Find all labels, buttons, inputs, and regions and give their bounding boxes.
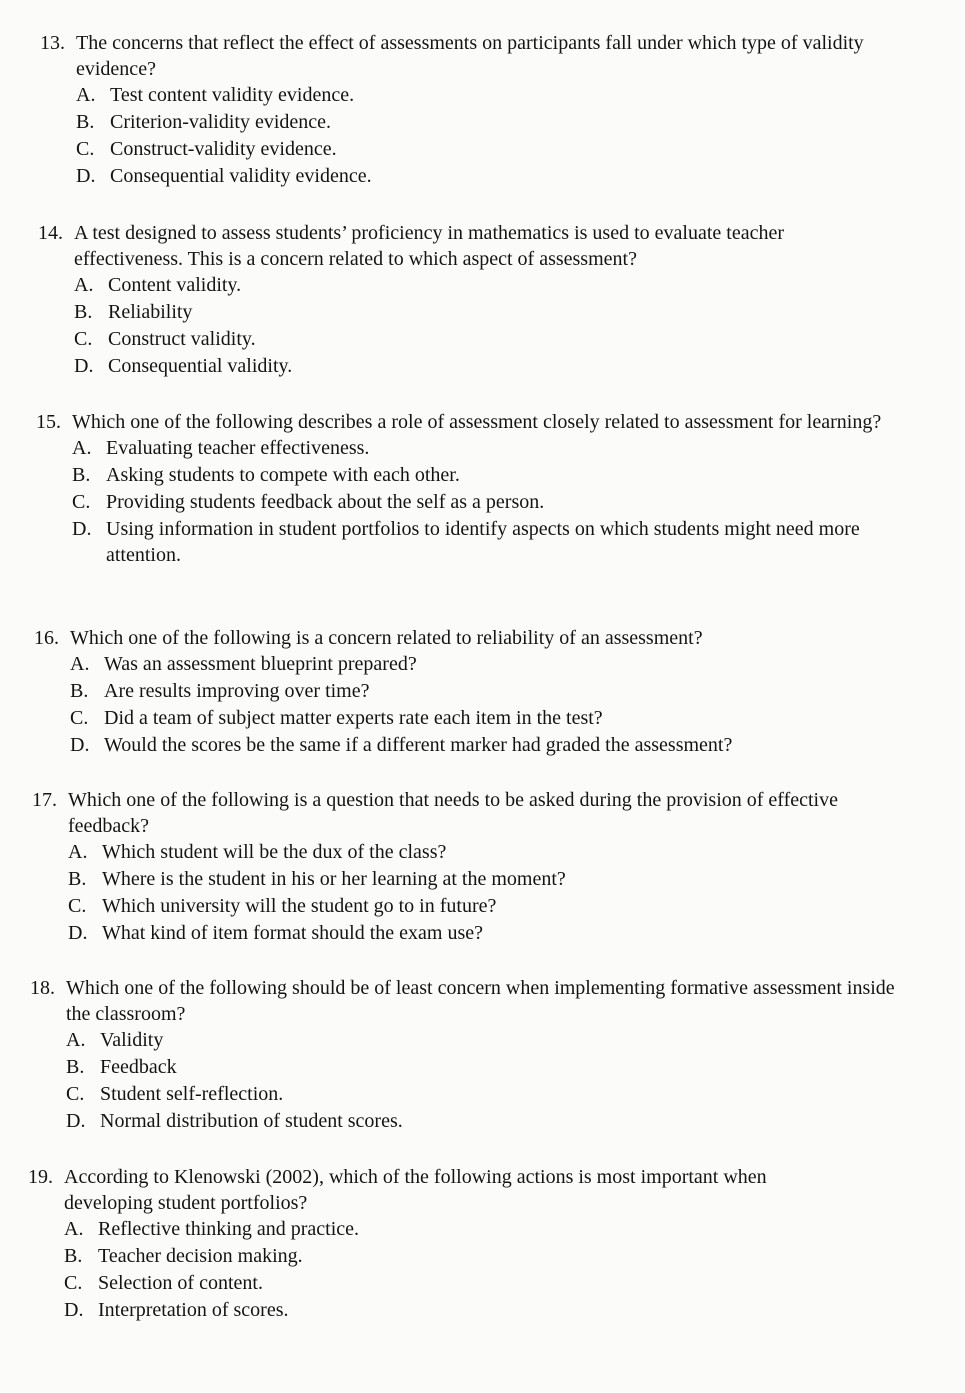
option-letter: C. [70, 707, 89, 729]
option-a[interactable] [76, 82, 870, 109]
option-c[interactable] [70, 705, 894, 732]
option-d[interactable] [72, 516, 886, 568]
question-text: The concerns that reflect the effect of assessments on participants fall under which type of validity evidence? [76, 32, 864, 80]
option-letter: A. [72, 437, 92, 459]
answer-options [28, 1216, 838, 1324]
question-stem [32, 787, 912, 839]
question-text: Which one of the following is a question that needs to be asked during the provision of effective feedback? [68, 789, 838, 837]
option-letter: D. [72, 518, 92, 540]
option-d[interactable] [64, 1297, 838, 1324]
option-text: Content validity. [108, 274, 242, 296]
option-letter: B. [64, 1245, 83, 1267]
question-number: 18. [30, 977, 55, 999]
option-d[interactable] [70, 732, 894, 759]
option-text: Evaluating teacher effectiveness. [106, 437, 370, 459]
option-letter: D. [76, 165, 96, 187]
option-letter: A. [66, 1029, 86, 1051]
option-letter: D. [64, 1299, 84, 1321]
option-letter: C. [76, 138, 95, 160]
option-b[interactable] [74, 299, 858, 326]
option-b[interactable] [68, 866, 912, 893]
option-text: Would the scores be the same if a different marker had graded the assessment? [104, 734, 733, 756]
option-letter: C. [66, 1083, 85, 1105]
option-a[interactable] [72, 435, 886, 462]
question-stem [28, 1164, 838, 1216]
option-text: Using information in student portfolios to identify aspects on which students might need more attention. [106, 518, 860, 566]
question-18 [30, 975, 920, 1135]
option-d[interactable] [68, 920, 912, 947]
option-letter: A. [76, 84, 96, 106]
option-text: Was an assessment blueprint prepared? [104, 653, 417, 675]
option-c[interactable] [76, 136, 870, 163]
question-text: A test designed to assess students’ proficiency in mathematics is used to evaluate teacher effectiveness. This is a concern related to which aspect of assessment? [74, 222, 784, 270]
option-a[interactable] [68, 839, 912, 866]
option-a[interactable] [70, 651, 894, 678]
question-text: Which one of the following describes a role of assessment closely related to assessment for learning? [72, 411, 882, 433]
option-text: Which student will be the dux of the class? [102, 841, 447, 863]
option-text: Construct-validity evidence. [110, 138, 337, 160]
option-letter: B. [68, 868, 87, 890]
option-text: Validity [100, 1029, 164, 1051]
answer-options [30, 1027, 920, 1135]
option-text: Consequential validity evidence. [110, 165, 372, 187]
option-letter: B. [70, 680, 89, 702]
option-a[interactable] [66, 1027, 920, 1054]
question-text: Which one of the following should be of least concern when implementing formative assessment inside the classroom? [66, 977, 895, 1025]
option-text: Asking students to compete with each other. [106, 464, 460, 486]
option-letter: A. [68, 841, 88, 863]
option-b[interactable] [66, 1054, 920, 1081]
question-stem [38, 220, 858, 272]
option-a[interactable] [74, 272, 858, 299]
option-letter: D. [68, 922, 88, 944]
option-d[interactable] [74, 353, 858, 380]
answer-options [40, 82, 870, 190]
question-stem [40, 30, 870, 82]
option-d[interactable] [66, 1108, 920, 1135]
question-number: 16. [34, 627, 59, 649]
answer-options [34, 651, 894, 759]
option-letter: C. [72, 491, 91, 513]
question-19 [28, 1164, 838, 1324]
option-text: Are results improving over time? [104, 680, 370, 702]
option-letter: A. [64, 1218, 84, 1240]
option-c[interactable] [74, 326, 858, 353]
question-17 [32, 787, 912, 947]
option-b[interactable] [72, 462, 886, 489]
question-13 [40, 30, 870, 190]
option-text: Where is the student in his or her learning at the moment? [102, 868, 566, 890]
question-text: Which one of the following is a concern related to reliability of an assessment? [70, 627, 703, 649]
question-number: 19. [28, 1166, 53, 1188]
option-letter: D. [74, 355, 94, 377]
option-text: Criterion-validity evidence. [110, 111, 332, 133]
option-text: What kind of item format should the exam use? [102, 922, 484, 944]
question-stem [34, 625, 894, 651]
option-letter: B. [66, 1056, 85, 1078]
option-letter: C. [74, 328, 93, 350]
option-letter: C. [64, 1272, 83, 1294]
answer-options [32, 839, 912, 947]
option-text: Test content validity evidence. [110, 84, 355, 106]
option-text: Student self-reflection. [100, 1083, 284, 1105]
option-a[interactable] [64, 1216, 838, 1243]
question-stem [30, 975, 920, 1027]
option-text: Construct validity. [108, 328, 256, 350]
option-letter: B. [76, 111, 95, 133]
question-stem [36, 409, 886, 435]
option-text: Selection of content. [98, 1272, 263, 1294]
question-16 [34, 625, 894, 759]
option-d[interactable] [76, 163, 870, 190]
option-text: Consequential validity. [108, 355, 293, 377]
option-text: Which university will the student go to in future? [102, 895, 497, 917]
option-c[interactable] [68, 893, 912, 920]
option-text: Feedback [100, 1056, 177, 1078]
option-text: Interpretation of scores. [98, 1299, 289, 1321]
question-number: 14. [38, 222, 63, 244]
option-text: Teacher decision making. [98, 1245, 303, 1267]
option-text: Providing students feedback about the self as a person. [106, 491, 545, 513]
option-letter: B. [72, 464, 91, 486]
option-c[interactable] [64, 1270, 838, 1297]
question-number: 15. [36, 411, 61, 433]
question-text: According to Klenowski (2002), which of the following actions is most important when developing student portfolios? [64, 1166, 767, 1214]
option-c[interactable] [72, 489, 886, 516]
option-letter: C. [68, 895, 87, 917]
question-14 [38, 220, 858, 380]
option-letter: D. [66, 1110, 86, 1132]
option-text: Reflective thinking and practice. [98, 1218, 360, 1240]
option-b[interactable] [70, 678, 894, 705]
question-15 [36, 409, 886, 568]
option-text: Did a team of subject matter experts rate each item in the test? [104, 707, 603, 729]
option-c[interactable] [66, 1081, 920, 1108]
option-b[interactable] [64, 1243, 838, 1270]
option-b[interactable] [76, 109, 870, 136]
option-letter: A. [74, 274, 94, 296]
option-letter: A. [70, 653, 90, 675]
question-number: 13. [40, 32, 65, 54]
option-letter: B. [74, 301, 93, 323]
option-text: Normal distribution of student scores. [100, 1110, 403, 1132]
question-number: 17. [32, 789, 57, 811]
answer-options [38, 272, 858, 380]
option-letter: D. [70, 734, 90, 756]
answer-options [36, 435, 886, 568]
option-text: Reliability [108, 301, 193, 323]
